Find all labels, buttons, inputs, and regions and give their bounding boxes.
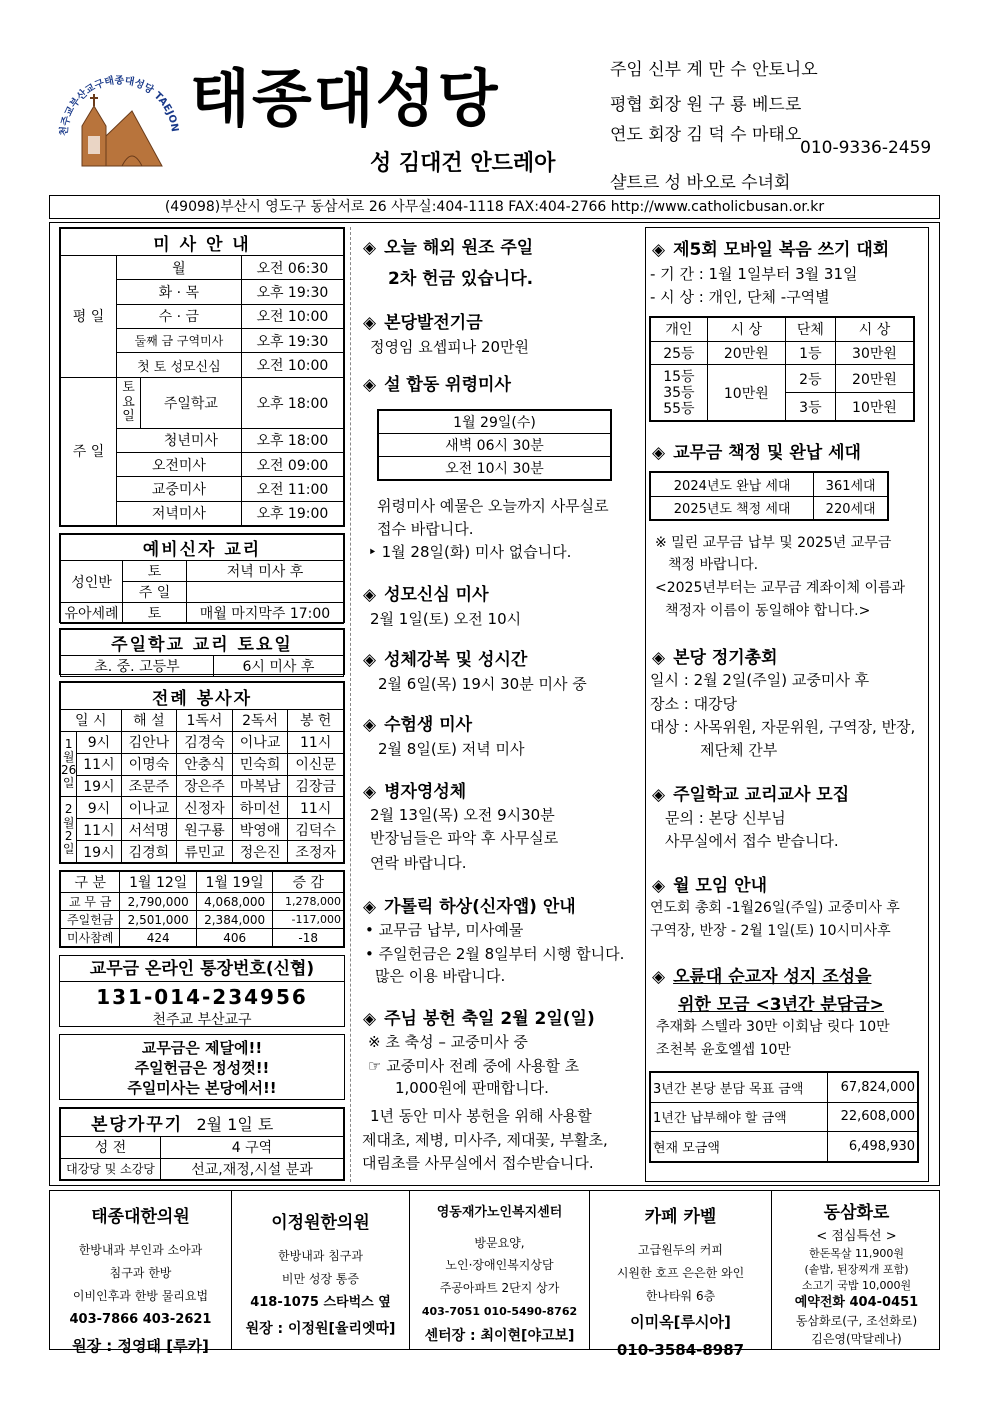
sec-fund: [363, 308, 483, 333]
sec-presentation: [363, 1004, 595, 1029]
stats-cell: -117,000: [273, 911, 344, 929]
dues-text: ※ 밀린 교무금 납부 및 2025년 교무금: [655, 535, 892, 551]
ad-owner: 동삼화로(구, 조선화로): [795, 1314, 918, 1329]
stats-cell: 미사참례: [61, 929, 120, 947]
sec-title: 오륜대 순교자 성지 조성을: [673, 967, 872, 987]
adoration-text: 2월 6일(목) 19시 30분 미사 중: [378, 675, 587, 693]
sec-adoration: [363, 645, 527, 670]
decor-cell: 대강당 및 소강당: [61, 1158, 161, 1180]
sec-marian: [363, 580, 489, 605]
stats-cell: 424: [120, 929, 196, 947]
sec-title: 제5회 모바일 복음 쓰기 대회: [673, 240, 890, 260]
stats-cell: 주일헌금: [61, 911, 120, 929]
memorial-text: ‣ 1월 28일(화) 미사 없습니다.: [368, 543, 572, 561]
decor-cell: 성 전: [61, 1137, 161, 1159]
stats-cell: -18: [273, 929, 344, 947]
servers-cell: 원구룡: [177, 819, 233, 841]
shrine-cell: 현재 모금액: [651, 1132, 828, 1162]
diamond-icon: ◈: [652, 876, 666, 896]
mass-day: 둘째 금 구역미사: [117, 329, 242, 353]
ad-cafe: [590, 1191, 772, 1360]
diamond-icon: ◈: [652, 785, 666, 805]
ad-line: 소고기 국밥 10,000원: [801, 1279, 912, 1293]
ss-when: 6시 미사 후: [213, 656, 343, 677]
sick-text: 연락 바랍니다.: [370, 854, 467, 872]
stats-cell: 4,068,000: [196, 893, 272, 911]
presentation-text: 1년 동안 미사 봉헌을 위해 사용할: [370, 1107, 592, 1125]
catechumen-box: [59, 533, 345, 623]
servers-cell: 이나교: [232, 731, 288, 753]
prize-cell: 55등: [663, 400, 695, 417]
dues-cell: 2025년도 책정 세대: [651, 496, 814, 520]
ad-line: 노인·장애인복지상담: [445, 1258, 554, 1273]
online-account: [59, 955, 345, 1027]
prize-table: [649, 316, 915, 422]
presentation-text: 대림초를 사무실에서 접수받습니다.: [362, 1154, 594, 1172]
shrine-cell: 22,608,000: [827, 1102, 917, 1132]
svg-text:천주교부산교구태종대성당 TAEJONGDAE CATHOL: 천주교부산교구태종대성당 TAEJON: [58, 75, 180, 137]
servers-cell: 이명숙: [121, 753, 177, 775]
mass-schedule: [59, 227, 345, 527]
sec-title: 병자영성체: [384, 782, 467, 802]
ad-line: 고급원두의 커피: [638, 1243, 723, 1258]
sec-shrine: [652, 962, 871, 987]
marian-text: 2월 1일(토) 오전 10시: [370, 610, 522, 628]
gospel-text: - 시 상 : 개인, 단체 -구역별: [650, 288, 830, 306]
prize-header: 시 상: [707, 318, 785, 342]
memorial-cell: 1월 29일(수): [379, 411, 611, 434]
staff-phone: 010-9336-2459: [800, 138, 932, 158]
prize-cell: 35등: [663, 384, 695, 401]
servers-date: 2월2일: [61, 797, 77, 863]
slogan-line: 주일미사는 본당에서!!: [127, 1079, 277, 1097]
ad-name: 태종대한의원: [91, 1207, 190, 1227]
mass-time: 오후 18:00: [241, 377, 343, 428]
prize-header: 개인: [651, 318, 708, 342]
prize-cell: 1등: [785, 341, 835, 365]
stats-cell: 2,790,000: [120, 893, 196, 911]
ad-owner: 원장 : 이정원[율리엣따]: [245, 1320, 396, 1337]
offering-stats: [59, 870, 345, 948]
prize-cell: 3등: [785, 393, 835, 421]
prize-header: 시 상: [835, 318, 913, 342]
memorial-cell: 오전 10시 30분: [379, 457, 611, 480]
sec-memorial: [363, 370, 511, 395]
mass-time: 오후 19:30: [241, 280, 343, 304]
mass-title: 미 사 안 내: [61, 229, 344, 256]
diamond-icon: ◈: [363, 313, 377, 333]
sec-monthly: [652, 871, 767, 896]
prize-cell: 20만원: [707, 341, 785, 365]
slogan-line: 주일헌금은 정성껏!!: [134, 1059, 270, 1077]
diamond-icon: ◈: [652, 443, 666, 463]
app-text: • 교무금 납부, 미사예물: [365, 921, 524, 939]
mass-time: 오전 06:30: [241, 256, 343, 280]
sec-title: 오늘 해외 원조 주일: [384, 238, 534, 258]
ad-line: 한방내과 침구과: [278, 1249, 363, 1264]
sec-title: 가톨릭 하상(신자앱) 안내: [384, 897, 576, 917]
sec-title: 월 모임 안내: [673, 876, 768, 896]
diamond-icon: ◈: [652, 648, 666, 668]
ad-line: 한돈목살 11,900원: [808, 1247, 905, 1261]
servers-header: 2독서: [232, 710, 288, 732]
presentation-text: 제대초, 제병, 미사주, 제대꽃, 부활초,: [362, 1131, 608, 1149]
stats-cell: 2,501,000: [120, 911, 196, 929]
dues-text: <2025년부터는 교무금 계좌이체 이름과: [655, 580, 906, 596]
mass-day: 청년미사: [117, 428, 242, 452]
prize-header: 단체: [785, 318, 835, 342]
sec-title: 설 합동 위령미사: [384, 375, 511, 395]
ad-tel: 418-1075 스타벅스 옆: [250, 1294, 391, 1310]
ad-line: 주공아파트 2단지 상가: [439, 1281, 560, 1296]
memorial-cell: 새벽 06시 30분: [379, 434, 611, 457]
servers-cell: 19시: [77, 841, 121, 863]
adult-class: 성인반: [61, 561, 123, 603]
assembly-text: 대상 : 사목위원, 자문위원, 구역장, 반장,: [650, 718, 916, 736]
sunday-label: 주 일: [61, 377, 117, 525]
teachers-text: 사무실에서 접수 받습니다.: [665, 832, 839, 850]
ad-line: 방문요양,: [474, 1235, 525, 1250]
ad-restaurant: [772, 1191, 941, 1349]
ad-owner: 센터장 : 최이현[야고보]: [424, 1327, 575, 1344]
memorial-table: [377, 409, 612, 481]
servers-cell: 서석명: [121, 819, 177, 841]
ad-tel: 403-7051 010-5490-8762: [421, 1305, 578, 1319]
prize-cell: 20만원: [835, 365, 913, 393]
servers-cell: 조정자: [288, 841, 344, 863]
servers-cell: 하미선: [232, 797, 288, 819]
ad-line: 한방내과 부인과 소아과: [78, 1243, 203, 1258]
servers-cell: 민숙희: [232, 753, 288, 775]
slogan-box: [59, 1034, 345, 1100]
servers-cell: 마복남: [232, 775, 288, 797]
exam-text: 2월 8일(토) 저녁 미사: [378, 740, 525, 758]
mass-day: 수 · 금: [117, 304, 242, 328]
decor-cell: 4 구역: [161, 1137, 344, 1159]
servers-header: 해 설: [121, 710, 177, 732]
stats-header: 구 분: [61, 872, 120, 893]
sec-overseas: [363, 233, 533, 258]
servers-cell: 조문주: [121, 775, 177, 797]
stats-cell: 1,278,000: [273, 893, 344, 911]
servers-cell: 신정자: [177, 797, 233, 819]
ad-tel: 403-7866 403-2621: [69, 1311, 212, 1327]
servers-cell: 11시: [77, 753, 121, 775]
servers-cell: 안충식: [177, 753, 233, 775]
diamond-icon: ◈: [363, 897, 377, 917]
account-number: 131-014-234956: [96, 985, 308, 1009]
weekday-label: 평 일: [61, 256, 117, 378]
decor-title: 본당가꾸기: [91, 1115, 184, 1135]
stats-cell: 2,384,000: [196, 911, 272, 929]
ad-welfare: [410, 1191, 590, 1349]
ad-owner: 원장 : 정영태 [루카]: [72, 1337, 209, 1356]
cat-day: 토: [123, 603, 187, 624]
app-text: 많은 이용 바랍니다.: [375, 967, 506, 985]
staff-yeondo: 연도 회장 김 덕 수 마태오: [610, 125, 802, 145]
ad-tel: 예약전화 404-0451: [794, 1295, 919, 1311]
mass-time: 오전 10:00: [241, 353, 343, 377]
mass-day: 저녁미사: [117, 501, 242, 525]
servers-cell: 김경숙: [177, 731, 233, 753]
diamond-icon: ◈: [363, 375, 377, 395]
servers-cell: 김장금: [288, 775, 344, 797]
sunday-school-box: [59, 628, 345, 675]
servers-header: 봉 헌: [288, 710, 344, 732]
sec-app: [363, 892, 576, 917]
ad-name: 동삼화로: [823, 1203, 890, 1223]
decor-cell: 선교,재정,시설 분과: [161, 1158, 344, 1180]
prize-cell: 25등: [651, 341, 708, 365]
stats-header: 증 감: [273, 872, 344, 893]
diamond-icon: ◈: [363, 650, 377, 670]
assembly-text: 장소 : 대강당: [650, 695, 738, 713]
presentation-text: ☞ 교중미사 전례 중에 사용할 초: [368, 1057, 580, 1075]
dues-cell: 220세대: [814, 496, 888, 520]
stats-cell: 교 무 금: [61, 893, 120, 911]
ad-name: 이정원한의원: [271, 1213, 370, 1233]
mass-time: 오후 19:30: [241, 329, 343, 353]
mass-time: 오후 18:00: [241, 428, 343, 452]
ad-name: 영동재가노인복지센터: [436, 1205, 563, 1220]
account-owner: 천주교 부산교구: [152, 1012, 252, 1028]
fund-text: 정영임 요셉피나 20만원: [370, 338, 530, 356]
servers-date: 1월26일: [61, 731, 77, 797]
mass-time: 오전 09:00: [241, 452, 343, 476]
dues-table: [649, 471, 889, 521]
sick-text: 2월 13일(목) 오전 9시30분: [370, 806, 555, 824]
servers-header: 1독서: [177, 710, 233, 732]
shrine-cell: 67,824,000: [827, 1073, 917, 1103]
servers-cell: 박영애: [232, 819, 288, 841]
shrine-table: [649, 1071, 919, 1163]
diamond-icon: ◈: [363, 715, 377, 735]
servers-cell: 이나교: [121, 797, 177, 819]
catechumen-title: 예비신자 교리: [61, 535, 344, 561]
shrine-cell: 6,498,930: [827, 1132, 917, 1162]
account-title: 교무금 온라인 통장번호(신협): [60, 956, 344, 982]
diamond-icon: ◈: [363, 1009, 377, 1029]
sick-text: 반장님들은 파악 후 사무실로: [370, 829, 559, 847]
decor-date: 2월 1일 토: [196, 1115, 274, 1134]
ss-who: 초. 중. 고등부: [61, 656, 214, 677]
ad-line: 비만 성장 통증: [281, 1272, 360, 1287]
sec-assembly: [652, 643, 778, 668]
mass-day: 화 · 목: [117, 280, 242, 304]
ad-line: 한나타워 6층: [645, 1288, 716, 1303]
mass-day: 교중미사: [117, 477, 242, 501]
servers-title: 전례 봉사자: [61, 683, 344, 710]
slogan-line: 교무금은 제달에!!: [141, 1039, 263, 1057]
sec-subtitle: 2차 헌금 있습니다.: [388, 269, 534, 289]
sec-title: 수험생 미사: [384, 715, 473, 735]
sec-teachers: [652, 780, 849, 805]
servers-cell: 김덕수: [288, 819, 344, 841]
servers-cell: 11시: [288, 731, 344, 753]
sec-title: 성모신심 미사: [384, 585, 489, 605]
sec-title: 성체강복 및 성시간: [384, 650, 528, 670]
ad-tel: 이미옥[루시아]: [630, 1312, 731, 1331]
assembly-text: 일시 : 2월 2일(주일) 교중미사 후: [650, 671, 870, 689]
sunday-school-title: 주일학교 교리 토요일: [61, 630, 344, 656]
mass-day: 오전미사: [117, 452, 242, 476]
mass-day: 주일학교: [163, 395, 218, 412]
memorial-text: 위령미사 예물은 오늘까지 사무실로: [377, 497, 609, 515]
diamond-icon: ◈: [363, 782, 377, 802]
ads-footer: [49, 1190, 940, 1360]
staff-sisters: 샬트르 성 바오로 수녀회: [610, 173, 791, 193]
cat-day: 주 일: [123, 582, 187, 603]
prize-cell: 15등: [663, 368, 695, 385]
memorial-text: 접수 바랍니다.: [377, 520, 474, 538]
app-text: • 주일헌금은 2월 8일부터 시행 합니다.: [365, 945, 625, 963]
sec-sick: [363, 777, 466, 802]
patron-saint: 성 김대건 안드레아: [370, 151, 556, 176]
ad-owner: 010-3584-8987: [616, 1341, 745, 1360]
church-beautify: [59, 1107, 345, 1181]
sec-subtitle: 위한 모금 <3년간 분담금>: [678, 995, 884, 1015]
monthly-text: 연도회 총회 -1월26일(주일) 교중미사 후: [650, 900, 900, 916]
stats-header: 1월 12일: [120, 872, 196, 893]
ad-clinic-2: [232, 1191, 410, 1349]
prize-cell: 10만원: [707, 365, 785, 421]
staff-pastor: 주임 신부 계 만 수 안토니오: [610, 60, 818, 80]
servers-cell: 19시: [77, 775, 121, 797]
cat-time: 저녁 미사 후: [187, 561, 344, 582]
sec-title: 주일학교 교리교사 모집: [673, 785, 850, 805]
diamond-icon: ◈: [363, 238, 377, 258]
sec-dues: [652, 438, 861, 463]
mass-time: 오후 19:00: [241, 501, 343, 525]
dues-cell: 2024년도 완납 세대: [651, 473, 814, 497]
teachers-text: 문의 : 본당 신부님: [665, 809, 786, 827]
shrine-cell: 1년간 납부해야 할 금액: [651, 1102, 828, 1132]
servers-cell: 김경희: [121, 841, 177, 863]
ad-line: < 점심특선 >: [816, 1228, 897, 1244]
mass-time: 오전 11:00: [241, 477, 343, 501]
monthly-text: 구역장, 반장 - 2월 1일(토) 10시미사후: [650, 923, 891, 939]
mass-day: 첫 토 성모신심: [117, 353, 242, 377]
cat-day: 토: [123, 561, 187, 582]
address-bar: (49098)부산시 영도구 동삼서로 26 사무실:404-1118 FAX:404-2766 http://www.catholicbusan.or.kr: [49, 195, 940, 219]
shrine-cell: 3년간 본당 분담 목표 금액: [651, 1073, 828, 1103]
prize-cell: 30만원: [835, 341, 913, 365]
sec-title: 주님 봉헌 축일 2월 2일(일): [384, 1009, 595, 1029]
diamond-icon: ◈: [652, 240, 666, 260]
dues-text: 책정자 이름이 동일해야 합니다.>: [665, 603, 871, 619]
servers-cell: 11시: [77, 819, 121, 841]
ad-name: 카페 카벨: [644, 1207, 717, 1227]
saturday-label: 토요일: [117, 378, 141, 428]
liturgy-servers: [59, 681, 345, 864]
servers-cell: 이신문: [288, 753, 344, 775]
mass-day: 월: [117, 256, 242, 280]
servers-cell: 9시: [77, 731, 121, 753]
ad-line: 침구과 한방: [109, 1266, 172, 1281]
ad-line: 시원한 호프 은은한 와인: [616, 1266, 745, 1281]
shrine-text: 조천복 윤호엘셉 10만: [656, 1042, 791, 1058]
presentation-text: ※ 초 축성 – 교중미사 중: [368, 1033, 528, 1051]
shrine-text: 추재화 스텔라 30만 이회남 릿다 10만: [656, 1019, 890, 1035]
gospel-text: - 기 간 : 1월 1일부터 3월 31일: [650, 265, 858, 283]
prize-cell: 2등: [785, 365, 835, 393]
dues-cell: 361세대: [814, 473, 888, 497]
servers-cell: 9시: [77, 797, 121, 819]
diamond-icon: ◈: [652, 967, 666, 987]
diamond-icon: ◈: [363, 585, 377, 605]
mass-time: 오전 10:00: [241, 304, 343, 328]
stats-header: 1월 19일: [196, 872, 272, 893]
ad-owner: 김은영(막달레나): [811, 1331, 902, 1346]
church-logo: [52, 66, 187, 194]
sec-gospel: [652, 235, 889, 260]
stats-cell: 406: [196, 929, 272, 947]
prize-cell: 10만원: [835, 393, 913, 421]
servers-cell: 장은주: [177, 775, 233, 797]
sec-title: 본당 정기총회: [673, 648, 778, 668]
servers-cell: 11시: [288, 797, 344, 819]
church-name: 태종대성당: [190, 62, 500, 135]
cat-time: 매월 마지막주 17:00: [187, 603, 344, 624]
servers-cell: 정은진: [232, 841, 288, 863]
dues-text: 책정 바랍니다.: [668, 557, 759, 573]
servers-header: 일 시: [61, 710, 122, 732]
infant-baptism: 유아세례: [61, 603, 123, 624]
sec-title: 본당발전기금: [384, 313, 483, 333]
assembly-text: 제단체 간부: [700, 741, 778, 759]
servers-cell: 류민교: [177, 841, 233, 863]
ad-clinic-1: [50, 1191, 232, 1356]
sec-title: 교무금 책정 및 완납 세대: [673, 443, 861, 463]
servers-cell: 김안나: [121, 731, 177, 753]
staff-council: 평협 회장 원 구 룡 베드로: [610, 95, 802, 115]
ad-line: (솥밥, 된장찌개 포함): [804, 1263, 909, 1277]
presentation-text: 1,000원에 판매합니다.: [395, 1079, 549, 1097]
sec-exam: [363, 710, 472, 735]
ad-line: 이비인후과 한방 물리요법: [72, 1288, 209, 1303]
